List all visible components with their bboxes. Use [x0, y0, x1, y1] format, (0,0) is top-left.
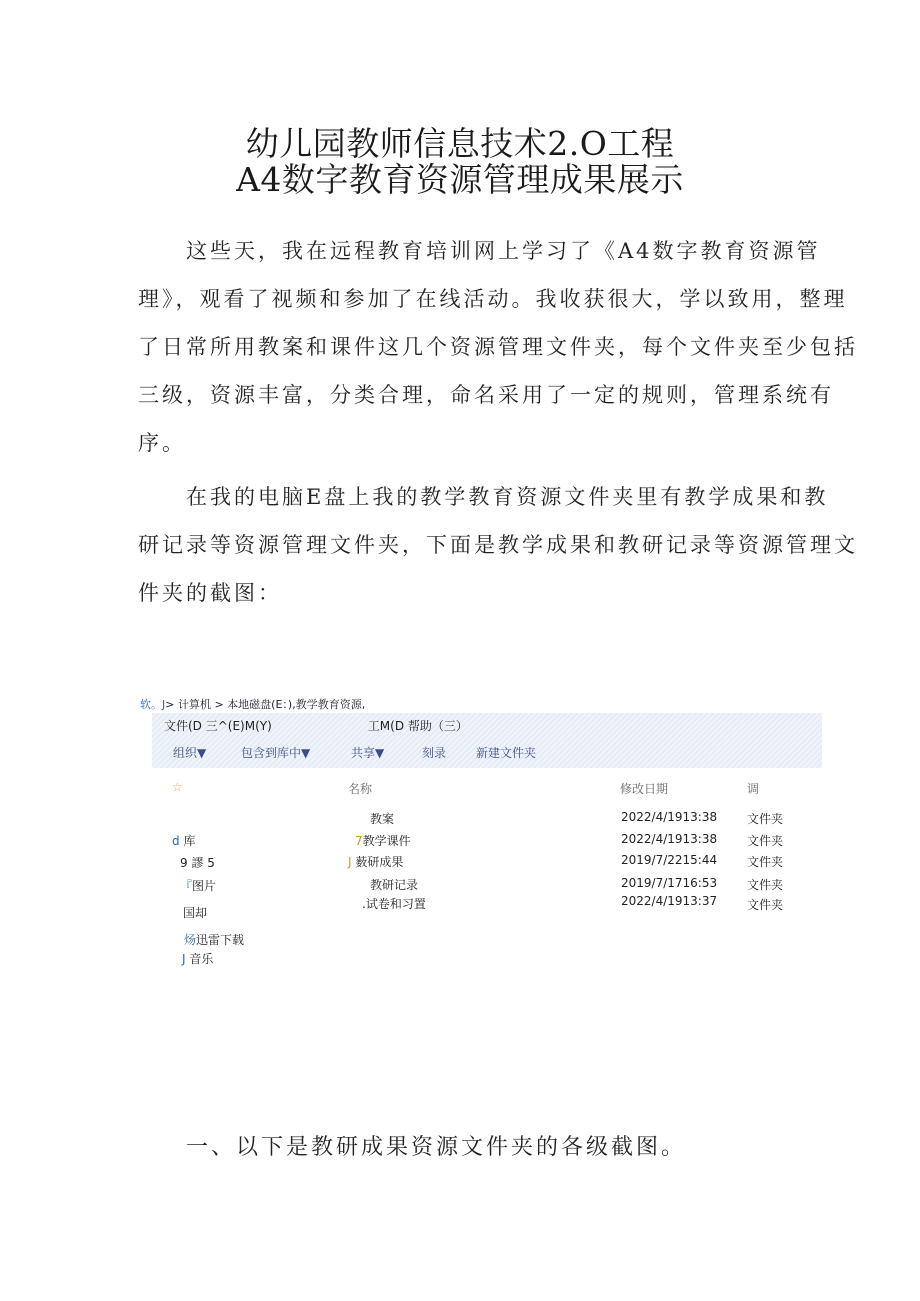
file-date: 2019/7/2215:44 — [621, 853, 718, 867]
column-header-type[interactable]: 调 — [747, 782, 760, 796]
paragraph-line: 这些天，我在远程教育培训网上学习了《A4数字教育资源管 — [186, 239, 821, 263]
paragraph-line: 三级，资源丰富，分类合理，命名采用了一定的规则，管理系统有 — [138, 383, 834, 407]
new-folder-button[interactable]: 新建文件夹 — [476, 746, 537, 760]
explorer-screenshot — [140, 694, 822, 974]
paragraph-line: 研记录等资源管理文件夹，下面是教学成果和教研记录等资源管理文 — [138, 533, 858, 557]
nav-item-library[interactable] — [172, 832, 195, 849]
breadcrumb-prefix: 软。J — [140, 698, 166, 711]
folder-icon: J — [348, 855, 352, 869]
nav-item-pictures[interactable] — [180, 877, 216, 894]
nav-label: 图片 — [192, 879, 217, 893]
nav-label: 迅雷下载 — [196, 933, 245, 947]
file-name: 教研记录 — [370, 878, 419, 892]
menu-right[interactable]: 工M(D 帮助（三） — [367, 719, 468, 733]
explorer-toolbar — [152, 713, 822, 768]
file-date: 2022/4/1913:38 — [621, 810, 718, 824]
menu-left[interactable]: 文件(D 三^(E)M(Y) — [164, 719, 272, 733]
folder-icon: 7 — [355, 834, 363, 848]
favorites-star-icon: ☆ — [172, 780, 183, 794]
nav-item-music[interactable] — [182, 950, 213, 967]
music-icon: J — [182, 952, 186, 966]
paragraph-line: 在我的电脑E盘上我的教学教育资源文件夹里有教学成果和教 — [186, 485, 829, 509]
file-row[interactable] — [362, 895, 426, 912]
nav-item-documents[interactable] — [183, 904, 207, 921]
file-row[interactable] — [348, 853, 403, 870]
file-date: 2022/4/1913:37 — [621, 894, 718, 908]
paragraph-line: 了日常所用教案和课件这几个资源管理文件夹，每个文件夹至少包括 — [138, 335, 858, 359]
file-name: 薮研成果 — [355, 855, 404, 869]
menu-bar — [164, 717, 472, 734]
file-name: 教案 — [370, 812, 395, 826]
share-button[interactable]: 共享▼ — [351, 746, 385, 760]
paragraph-line: 序。 — [138, 431, 186, 455]
file-name: 教学课件 — [362, 834, 411, 848]
library-icon: d — [172, 834, 180, 848]
nav-label: 音乐 — [189, 952, 214, 966]
organize-button[interactable]: 组织▼ — [173, 746, 207, 760]
burn-button[interactable]: 刻录 — [422, 746, 447, 760]
document-title-line1: 幼儿园教师信息技术2.O工程 — [245, 124, 675, 163]
column-header-name[interactable]: 名称 — [348, 782, 373, 796]
nav-label: 国却 — [183, 906, 208, 920]
paragraph-line: 理》，观看了视频和参加了在线活动。我收获很大，学以致用，整理 — [138, 287, 848, 311]
nav-label: 9 謬 5 — [180, 856, 215, 870]
file-type: 文件夹 — [747, 812, 784, 826]
pictures-icon: 『 — [180, 879, 193, 893]
nav-label: 库 — [183, 834, 196, 848]
paragraph-folders — [138, 473, 858, 617]
file-row[interactable] — [355, 832, 411, 849]
file-date: 2022/4/1913:38 — [621, 832, 718, 846]
folder-icon: . — [362, 897, 366, 911]
section-heading: 一、以下是教研成果资源文件夹的各级截图。 — [186, 1135, 687, 1160]
thunder-icon: 炀 — [184, 933, 197, 947]
file-type: 文件夹 — [747, 898, 784, 912]
file-type: 文件夹 — [747, 855, 784, 869]
file-type: 文件夹 — [747, 878, 784, 892]
paragraph-line: 件夹的截图： — [138, 581, 282, 605]
nav-item-thunder-downloads[interactable] — [184, 931, 244, 948]
include-in-library-button[interactable]: 包含到库中▼ — [241, 746, 311, 760]
file-row[interactable] — [370, 810, 394, 827]
file-row[interactable] — [370, 876, 418, 893]
file-type: 文件夹 — [747, 834, 784, 848]
file-name: 试卷和习置 — [365, 897, 426, 911]
breadcrumb[interactable] — [140, 696, 365, 712]
breadcrumb-path: > 计算机 > 本地磁盘(E：),教学教育资源, — [165, 698, 366, 711]
document-title-line2: A4数字教育资源管理成果展示 — [236, 160, 684, 199]
nav-item-video[interactable] — [180, 854, 215, 871]
column-header-date[interactable]: 修改日期 — [620, 782, 669, 796]
paragraph-intro — [138, 227, 858, 467]
file-date: 2019/7/1716:53 — [621, 876, 718, 890]
